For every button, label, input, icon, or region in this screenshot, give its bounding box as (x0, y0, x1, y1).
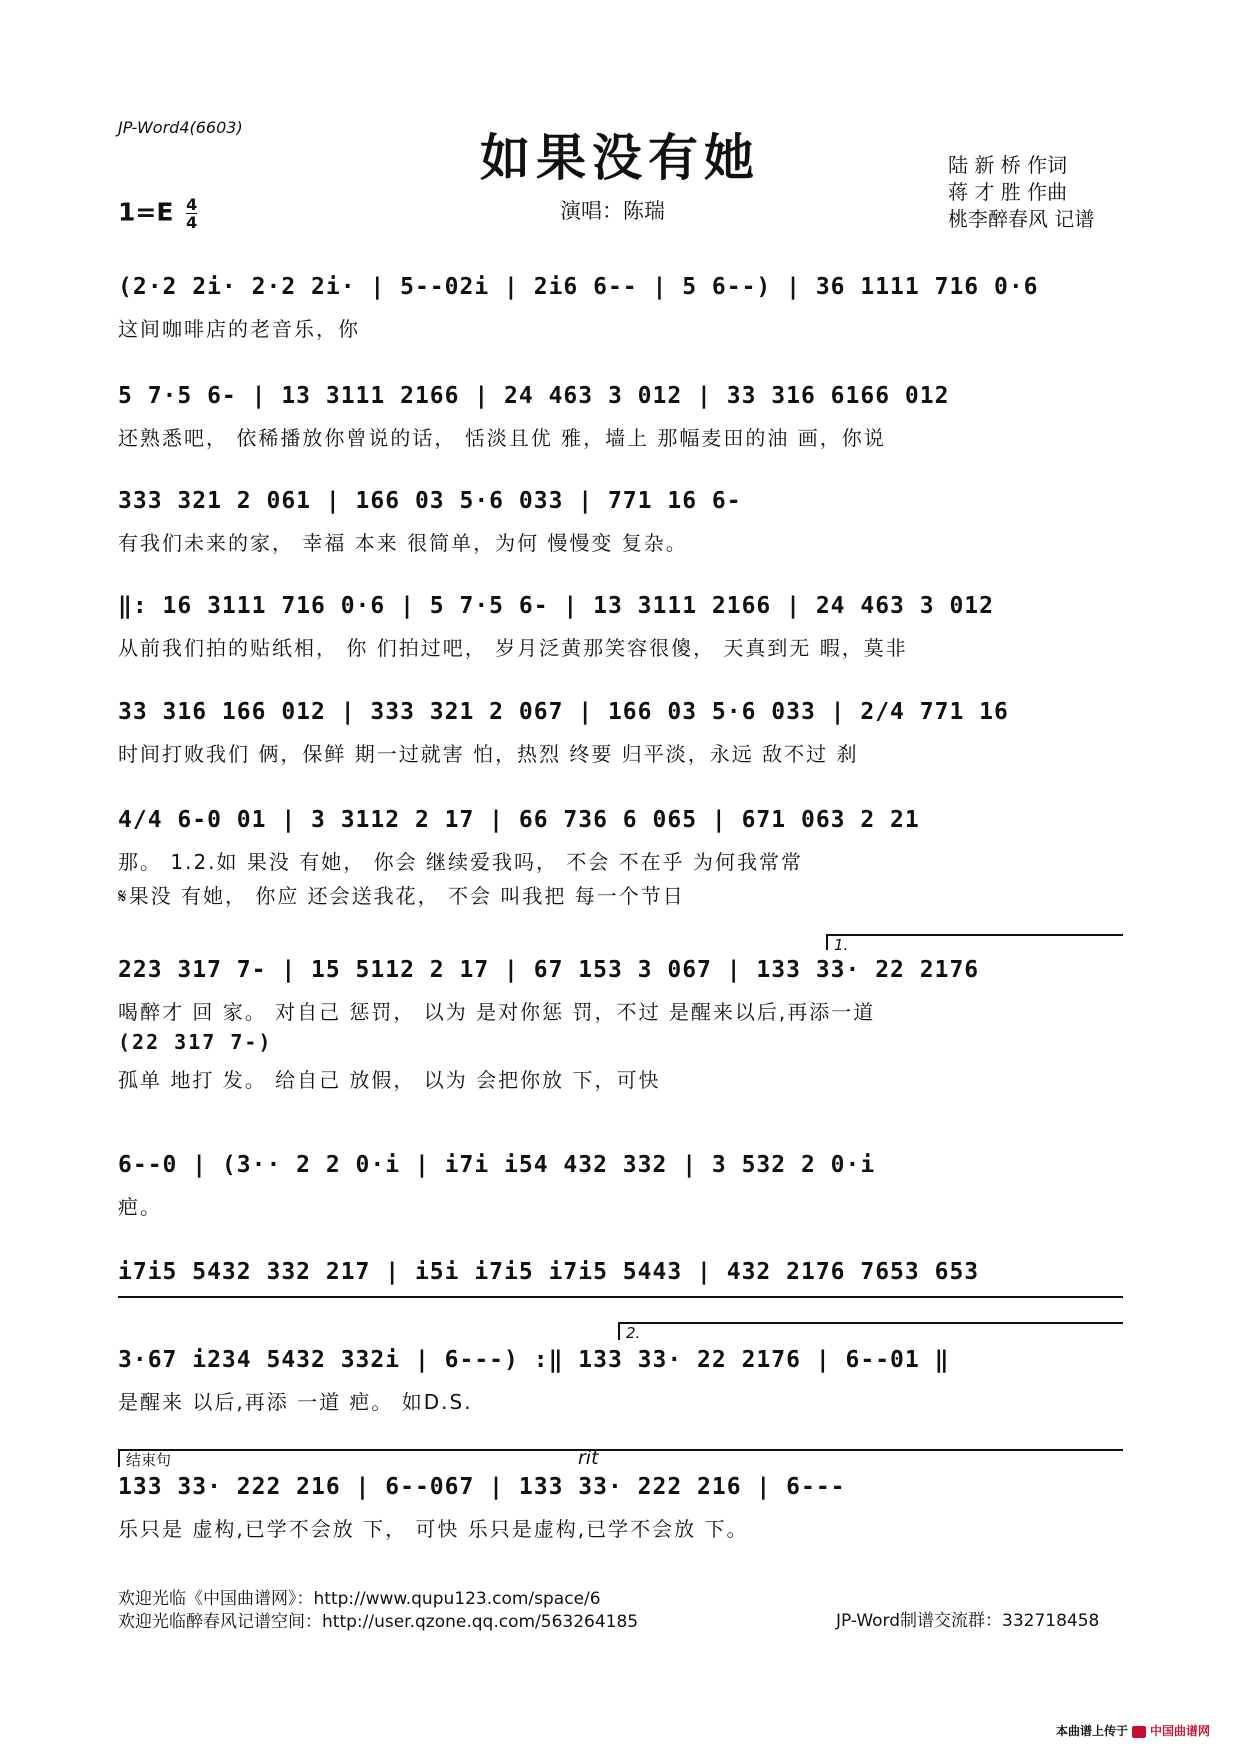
credits (948, 152, 1094, 233)
notation-line: 133 33· 222 216 | 6--067 | 133 33· 222 216 | 6--- (118, 1474, 846, 1500)
footer-line-1: 欢迎光临《中国曲谱网》：http://www.qupu123.com/space/6 (118, 1589, 601, 1609)
notation-line: 4/4 6-0 01 | 3 3112 2 17 | 66 736 6 065 | 671 063 2 21 (118, 807, 920, 833)
notation-line: 223 317 7- | 15 5112 2 17 | 67 153 3 067 | 133 33· 22 2176 (118, 957, 980, 983)
composer: 蒋 才 胜 作曲 (948, 180, 1068, 204)
upload-text: 本曲谱上传于 (1055, 1724, 1128, 1738)
time-signature (186, 196, 197, 231)
lyric-line: 有我们未来的家， 幸福 本来 很简单，为何 慢慢变 复杂。 (118, 531, 688, 555)
notation-line: ‖: 16 3111 716 0·6 | 5 7·5 6- | 13 3111 2166 | 24 463 3 012 (118, 593, 994, 619)
system-10 (118, 1324, 1123, 1420)
lyric-line: 这间咖啡店的老音乐，你 (118, 317, 360, 341)
lyric-line: 从前我们拍的贴纸相， 你 们拍过吧， 岁月泛黄那笑容很傻， 天真到无 暇，莫非 (118, 636, 908, 660)
lyricist: 陆 新 桥 作词 (948, 153, 1068, 177)
rit-marking: rit (578, 1447, 599, 1469)
system-6 (118, 800, 1123, 910)
lyric-line: 时间打败我们 俩，保鲜 期一过就害 怕，热烈 终要 归平淡，永远 敌不过 刹 (118, 742, 859, 766)
lyric-line: 是醒来 以后,再添 一道 疤。 如D.S. (118, 1390, 473, 1414)
lyric-line-verse2: 孤单 地打 发。 给自己 放假， 以为 会把你放 下，可快 (118, 1068, 661, 1092)
section-rule (118, 1296, 1123, 1298)
volta-1-hook (826, 934, 828, 950)
lyric-line-verse1: 那。 1.2.如 果没 有她， 你会 继续爱我吗， 不会 不在乎 为何我常常 (118, 850, 804, 874)
singer: 演唱：陈瑞 (560, 199, 665, 223)
site-name: 中国曲谱网 (1149, 1724, 1210, 1738)
volta-2-label: 2. (626, 1324, 641, 1342)
volta-2-line (618, 1322, 1123, 1324)
lyric-line: 疤。 (118, 1195, 162, 1219)
ending-hook (118, 1449, 120, 1467)
sub-notation: (22 317 7-) (118, 1030, 273, 1054)
footer-links (118, 1588, 638, 1634)
volta-1-line (826, 934, 1123, 936)
lyric-line-verse2: 𝄋果没 有她， 你应 还会送我花， 不会 叫我把 每一个节日 (118, 884, 685, 908)
song-title: 如果没有她 (480, 128, 760, 187)
notation-line: 6--0 | (3·· 2 2 0·i | i7i i54 432 332 | 3 532 2 0·i (118, 1152, 876, 1178)
time-top: 4 (186, 195, 198, 214)
notation-line: (2·2 2i· 2·2 2i· | 5--02i | 2i6 6-- | 5 6--) | 36 1111 716 0·6 (118, 274, 1039, 300)
system-7 (118, 936, 1123, 1100)
software-label: JP-Word4(6603) (118, 118, 243, 137)
footer-line-2: 欢迎光临醉春风记谱空间：http://user.qzone.qq.com/563264185 (118, 1612, 639, 1632)
notation-line: 3·67 i234 5432 332i | 6---) :‖ 133 33· 22 2176 | 6--01 ‖ (118, 1347, 950, 1373)
site-logo-icon (1132, 1726, 1146, 1738)
system-2 (118, 376, 1123, 456)
system-5 (118, 692, 1123, 772)
notation-line: 33 316 166 012 | 333 321 2 067 | 166 03 5·6 033 | 2/4 771 16 (118, 699, 1009, 725)
system-4 (118, 586, 1123, 666)
key-label: 1=E (118, 197, 174, 227)
lyric-line-verse1: 喝醉才 回 家。 对自己 惩罚， 以为 是对你惩 罚，不过 是醒来以后,再添一道 (118, 1000, 876, 1024)
ending-line (118, 1449, 1123, 1451)
upload-note (1056, 1722, 1210, 1739)
time-bottom: 4 (186, 213, 198, 232)
system-1 (118, 267, 1123, 347)
volta-1-label: 1. (834, 936, 849, 954)
lyric-line: 还熟悉吧， 依稀播放你曾说的话， 恬淡且优 雅，墙上 那幅麦田的油 画，你说 (118, 426, 886, 450)
notation-line: 333 321 2 061 | 166 03 5·6 033 | 771 16 6- (118, 488, 742, 514)
system-3 (118, 481, 1123, 561)
system-11 (118, 1447, 1123, 1547)
transcriber: 桃李醉春风 记谱 (948, 207, 1095, 231)
ending-label: 结束句 (126, 1451, 172, 1469)
notation-line: i7i5 5432 332 217 | i5i i7i5 i7i5 5443 | 432 2176 7653 653 (118, 1259, 980, 1285)
system-9 (118, 1252, 1123, 1302)
system-8 (118, 1145, 1123, 1225)
volta-2-hook (618, 1322, 620, 1340)
qq-group: JP-Word制谱交流群：332718458 (836, 1611, 1100, 1631)
lyric-line: 乐只是 虚构,已学不会放 下， 可快 乐只是虚构,已学不会放 下。 (118, 1517, 749, 1541)
key-signature (118, 196, 197, 231)
notation-line: 5 7·5 6- | 13 3111 2166 | 24 463 3 012 | 33 316 6166 012 (118, 383, 950, 409)
